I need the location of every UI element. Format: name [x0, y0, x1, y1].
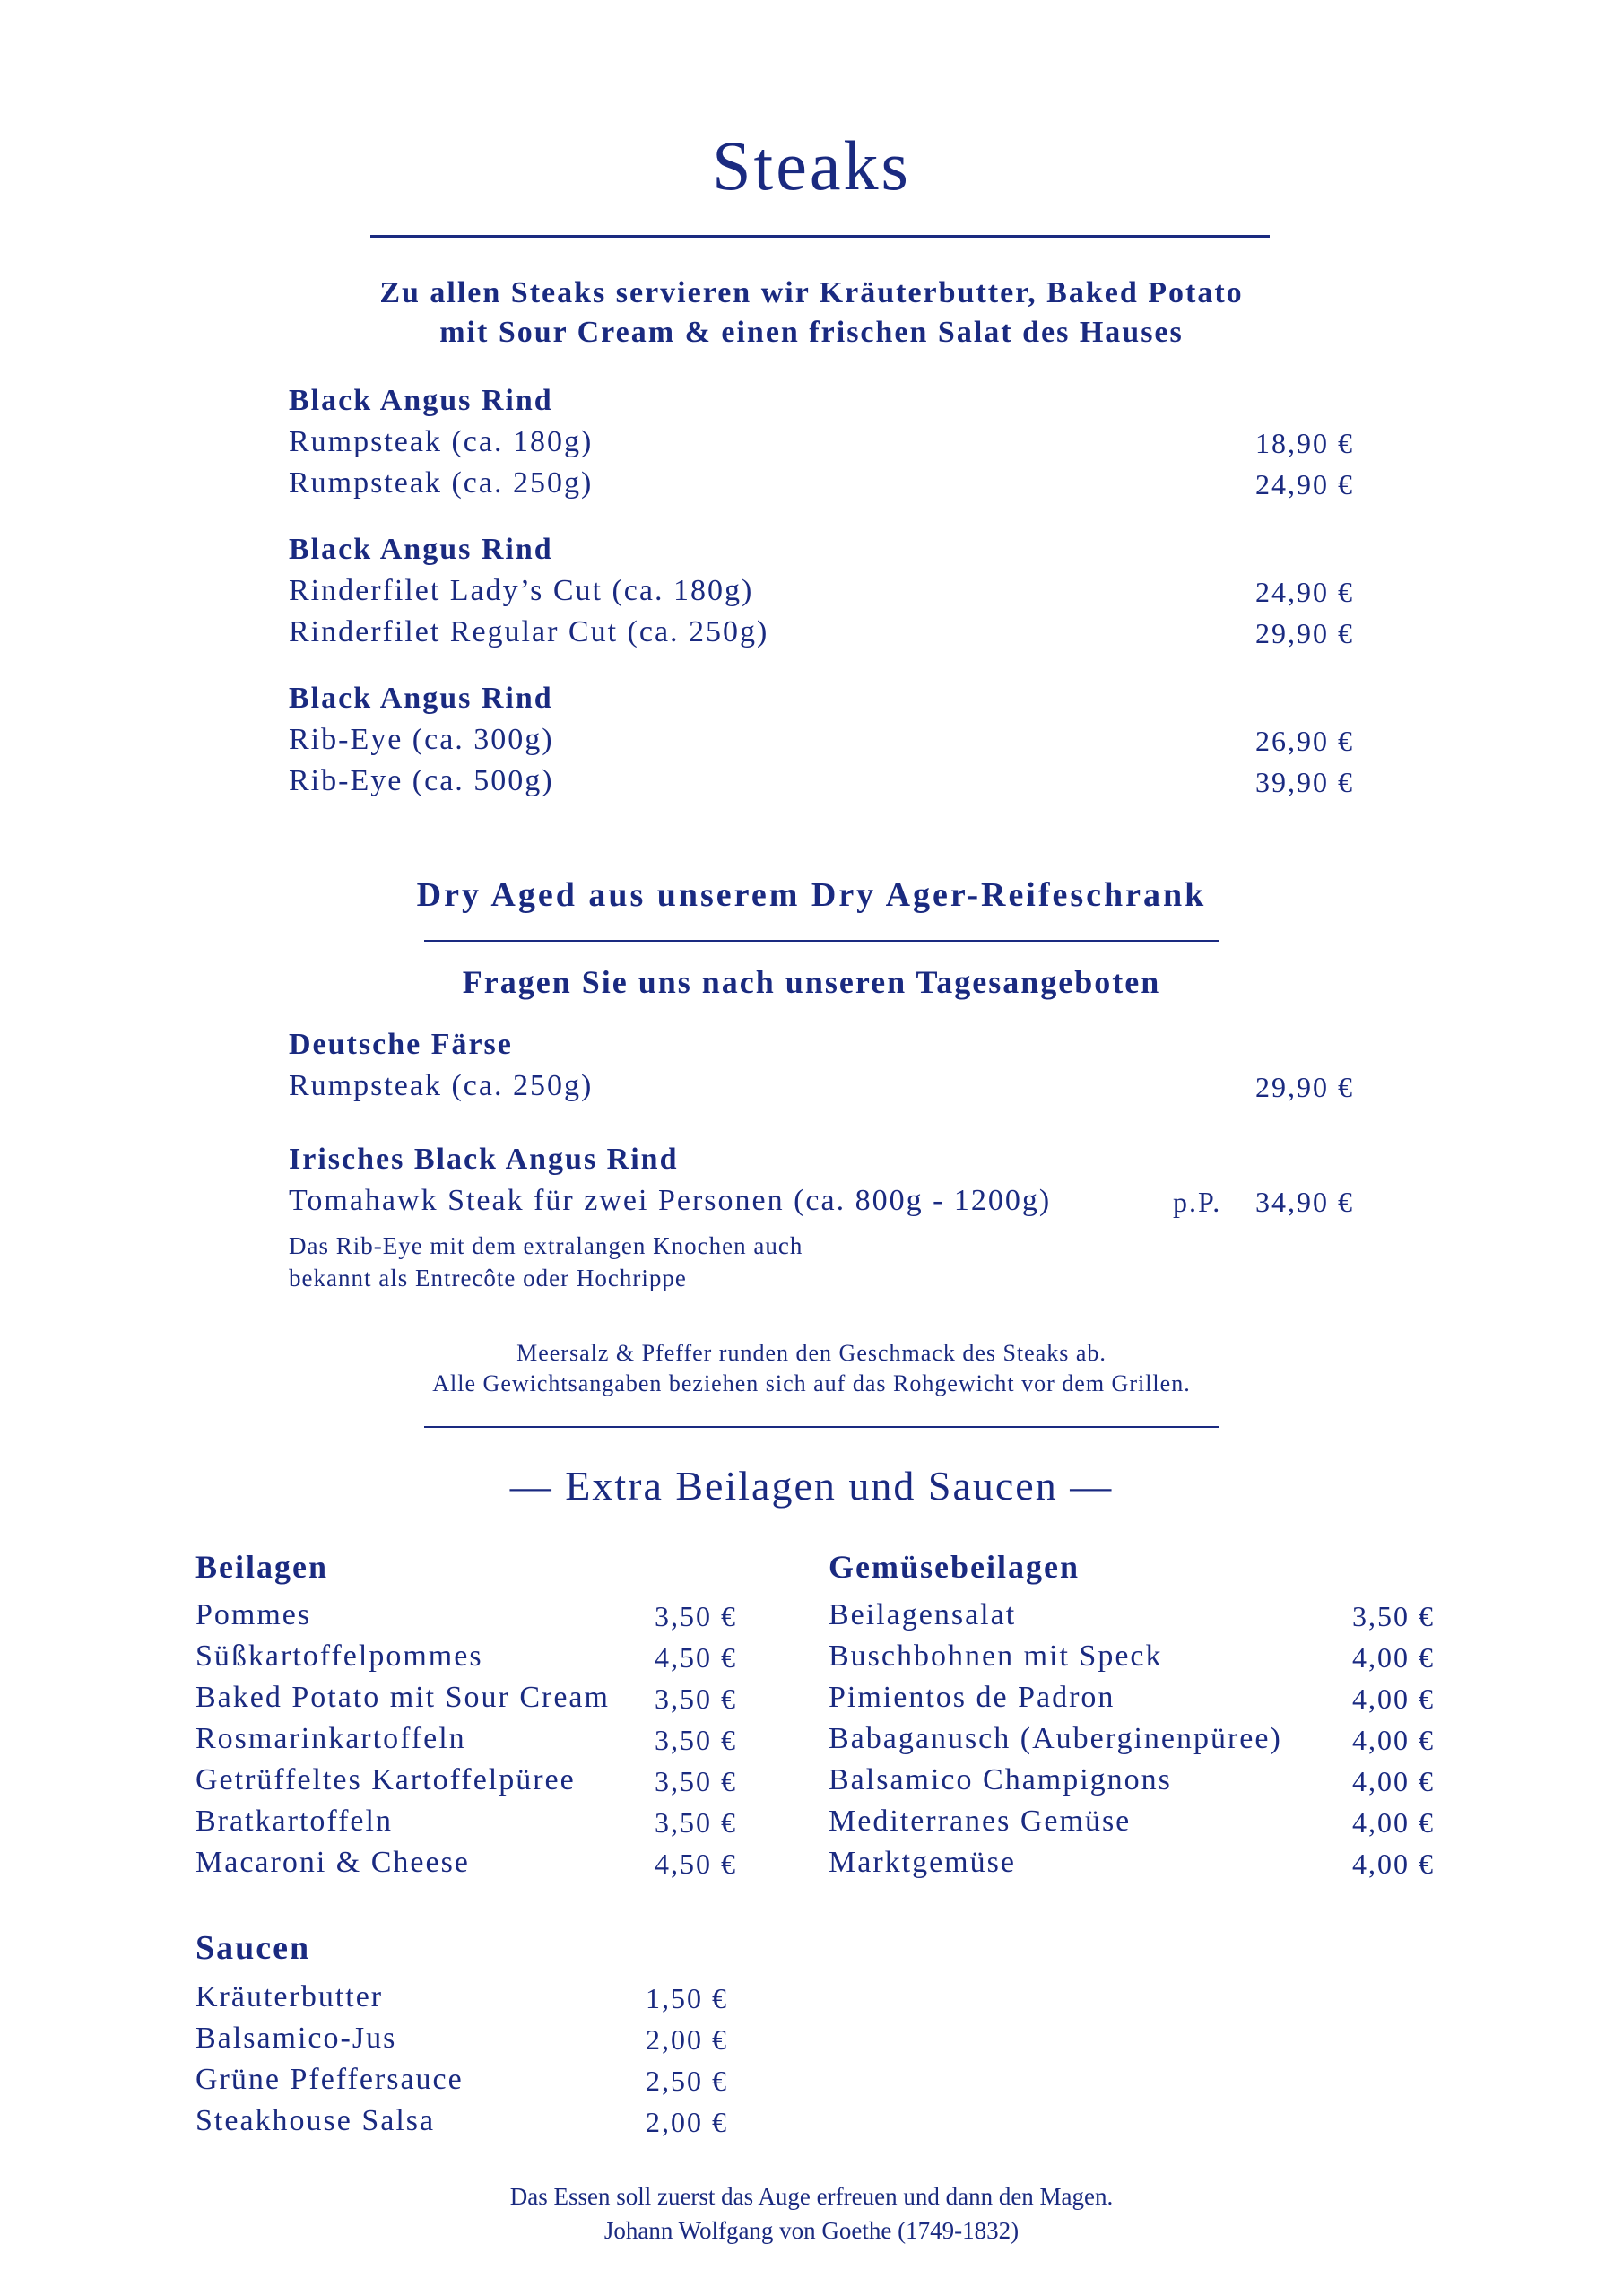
sauce-item-price: 2,00 €: [646, 2106, 728, 2138]
category-heading: Deutsche Färse: [289, 1028, 513, 1061]
category-heading: Black Angus Rind: [289, 533, 553, 566]
vegetable-item-name: Babaganusch (Auberginenpüree): [829, 1722, 1282, 1755]
menu-item-name: Rumpsteak (ca. 250g): [289, 466, 594, 500]
vegetable-item-price: 4,00 €: [1352, 1765, 1435, 1797]
dry-aged-divider: [424, 940, 1219, 942]
side-item-name: Baked Potato mit Sour Cream: [195, 1681, 610, 1714]
vegetable-item-name: Marktgemüse: [829, 1846, 1016, 1879]
vegetable-item-name: Buschbohnen mit Speck: [829, 1639, 1163, 1673]
menu-item-price: 24,90 €: [1255, 576, 1354, 608]
menu-item-price: 34,90 €: [1255, 1186, 1354, 1218]
side-item-name: Bratkartoffeln: [195, 1805, 393, 1838]
menu-item-name: Rinderfilet Regular Cut (ca. 250g): [289, 615, 769, 648]
menu-item-price: 24,90 €: [1255, 468, 1354, 500]
vegetable-item-price: 4,00 €: [1352, 1683, 1435, 1715]
sauce-item-price: 2,50 €: [646, 2065, 728, 2097]
notes-divider: [424, 1426, 1219, 1428]
side-item-price: 4,50 €: [655, 1641, 737, 1674]
intro-line-1: Zu allen Steaks servieren wir Kräuterbutter, Baked Potato: [379, 276, 1244, 309]
vegetable-item-name: Balsamico Champignons: [829, 1763, 1172, 1796]
weight-note: Alle Gewichtsangaben beziehen sich auf das Rohgewicht vor dem Grillen.: [432, 1370, 1191, 1396]
dry-aged-heading: Dry Aged aus unserem Dry Ager-Reifeschrank: [416, 876, 1207, 914]
menu-item-name: Rib-Eye (ca. 300g): [289, 723, 554, 756]
side-item-name: Getrüffeltes Kartoffelpüree: [195, 1763, 576, 1796]
side-item-price: 3,50 €: [655, 1765, 737, 1797]
quote-text: Das Essen soll zuerst das Auge erfreuen und dann den Magen.: [509, 2183, 1114, 2210]
side-item-price: 3,50 €: [655, 1724, 737, 1756]
beilagen-heading: Beilagen: [195, 1549, 328, 1585]
menu-item-name: Tomahawk Steak für zwei Personen (ca. 800g - 1200g): [289, 1184, 1052, 1217]
sauce-item-name: Kräuterbutter: [195, 1980, 384, 2013]
extras-heading: — Extra Beilagen und Saucen —: [509, 1463, 1114, 1509]
sauce-item-name: Steakhouse Salsa: [195, 2104, 436, 2137]
vegetable-item-price: 4,00 €: [1352, 1641, 1435, 1674]
menu-item-name: Rumpsteak (ca. 250g): [289, 1069, 594, 1102]
side-item-name: Macaroni & Cheese: [195, 1846, 470, 1879]
side-item-name: Pommes: [195, 1598, 312, 1631]
sauce-item-price: 1,50 €: [646, 1982, 728, 2014]
vegetable-item-price: 4,00 €: [1352, 1848, 1435, 1880]
menu-item-price: 29,90 €: [1255, 1071, 1354, 1103]
side-item-name: Rosmarinkartoffeln: [195, 1722, 466, 1755]
price-unit: p.P.: [1173, 1186, 1222, 1218]
menu-item-name: Rib-Eye (ca. 500g): [289, 764, 554, 797]
page-title: Steaks: [712, 126, 911, 204]
vegetable-item-name: Beilagensalat: [829, 1598, 1017, 1631]
side-item-price: 4,50 €: [655, 1848, 737, 1880]
vegetable-item-name: Mediterranes Gemüse: [829, 1805, 1132, 1838]
menu-item-price: 39,90 €: [1255, 766, 1354, 798]
vegetable-item-price: 4,00 €: [1352, 1724, 1435, 1756]
menu-item-price: 26,90 €: [1255, 725, 1354, 757]
menu-item-name: Rinderfilet Lady’s Cut (ca. 180g): [289, 574, 754, 607]
item-note-line-1: Das Rib-Eye mit dem extralangen Knochen auch: [289, 1232, 803, 1259]
quote-author: Johann Wolfgang von Goethe (1749-1832): [603, 2217, 1020, 2244]
sauce-item-name: Balsamico-Jus: [195, 2022, 397, 2055]
item-note-line-2: bekannt als Entrecôte oder Hochrippe: [289, 1265, 687, 1292]
menu-item-name: Rumpsteak (ca. 180g): [289, 425, 594, 458]
side-item-price: 3,50 €: [655, 1600, 737, 1632]
vegetable-item-price: 3,50 €: [1352, 1600, 1435, 1632]
sauce-item-name: Grüne Pfeffersauce: [195, 2063, 464, 2096]
title-divider: [370, 235, 1270, 238]
vegetable-item-price: 4,00 €: [1352, 1806, 1435, 1839]
seasoning-note: Meersalz & Pfeffer runden den Geschmack des Steaks ab.: [516, 1340, 1107, 1366]
side-item-price: 3,50 €: [655, 1683, 737, 1715]
side-item-name: Süßkartoffelpommes: [195, 1639, 483, 1673]
vegetable-item-name: Pimientos de Padron: [829, 1681, 1115, 1714]
sauce-item-price: 2,00 €: [646, 2023, 728, 2056]
category-heading: Black Angus Rind: [289, 682, 553, 715]
category-heading: Irisches Black Angus Rind: [289, 1143, 679, 1176]
menu-item-price: 29,90 €: [1255, 617, 1354, 649]
intro-line-2: mit Sour Cream & einen frischen Salat des Hauses: [439, 316, 1184, 349]
menu-item-price: 18,90 €: [1255, 427, 1354, 459]
dry-aged-subheading: Fragen Sie uns nach unseren Tagesangeboten: [462, 964, 1161, 1000]
side-item-price: 3,50 €: [655, 1806, 737, 1839]
category-heading: Black Angus Rind: [289, 384, 553, 417]
gemuese-heading: Gemüsebeilagen: [829, 1549, 1080, 1585]
saucen-heading: Saucen: [195, 1929, 311, 1967]
